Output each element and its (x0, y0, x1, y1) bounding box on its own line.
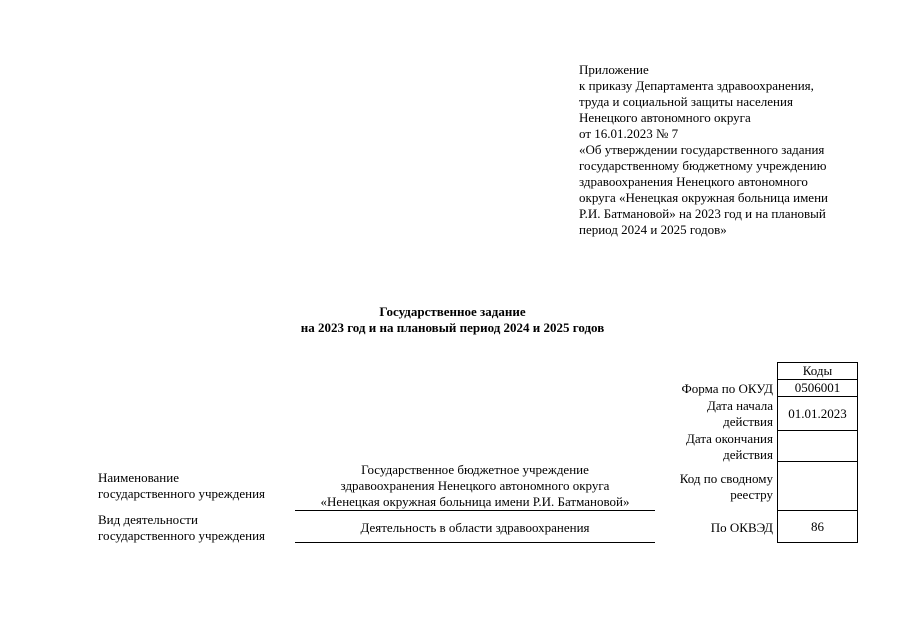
end-date-value (778, 431, 858, 462)
codes-header: Коды (778, 363, 858, 380)
title-line-2: на 2023 год и на плановый период 2024 и 2025 годов (300, 320, 605, 335)
activity-label-2: государственного учреждения (98, 528, 266, 543)
registry-code (778, 462, 858, 511)
title-line-1: Государственное задание (379, 304, 526, 319)
activity-label-1: Вид деятельности (98, 512, 198, 527)
institution-name-line: здравоохранения Ненецкого автономного округа (340, 478, 610, 493)
appendix-line: «Об утверждении государственного задания (579, 142, 825, 157)
registry-label-2: реестру (730, 487, 773, 502)
okud-code: 0506001 (778, 380, 858, 397)
institution-name-underline (295, 510, 655, 511)
appendix-line: к приказу Департамента здравоохранения, (579, 78, 814, 93)
institution-name-label-1: Наименование (98, 470, 179, 485)
okved-code: 86 (778, 511, 858, 543)
start-date-label-2: действия (723, 414, 773, 429)
appendix-line: Р.И. Батмановой» на 2023 год и на плановый (579, 206, 826, 221)
institution-name-line: Государственное бюджетное учреждение (361, 462, 589, 477)
end-date-label-1: Дата окончания (686, 431, 773, 446)
appendix-line: Ненецкого автономного округа (579, 110, 751, 125)
institution-name-value (295, 462, 655, 510)
document-title (0, 304, 905, 336)
appendix-line: здравоохранения Ненецкого автономного (579, 174, 808, 189)
end-date-label-2: действия (723, 447, 773, 462)
codes-table (777, 362, 858, 543)
appendix-line: округа «Ненецкая окружная больница имени (579, 190, 828, 205)
appendix-line: Приложение (579, 62, 649, 77)
activity-underline (295, 542, 655, 543)
appendix-line: государственному бюджетному учреждению (579, 158, 827, 173)
start-date-label-1: Дата начала (706, 398, 773, 413)
registry-label-1: Код по сводному (679, 471, 773, 486)
appendix-block (579, 62, 889, 238)
okved-label: По ОКВЭД (710, 520, 773, 535)
start-date-value: 01.01.2023 (778, 397, 858, 431)
appendix-line: труда и социальной защиты населения (579, 94, 793, 109)
okud-label: Форма по ОКУД (681, 381, 773, 396)
appendix-line: период 2024 и 2025 годов» (579, 222, 727, 237)
appendix-line: от 16.01.2023 № 7 (579, 126, 679, 141)
institution-name-label-2: государственного учреждения (98, 486, 266, 501)
activity-value: Деятельность в области здравоохранения (360, 520, 590, 535)
institution-name-line: «Ненецкая окружная больница имени Р.И. Батмановой» (320, 494, 630, 509)
